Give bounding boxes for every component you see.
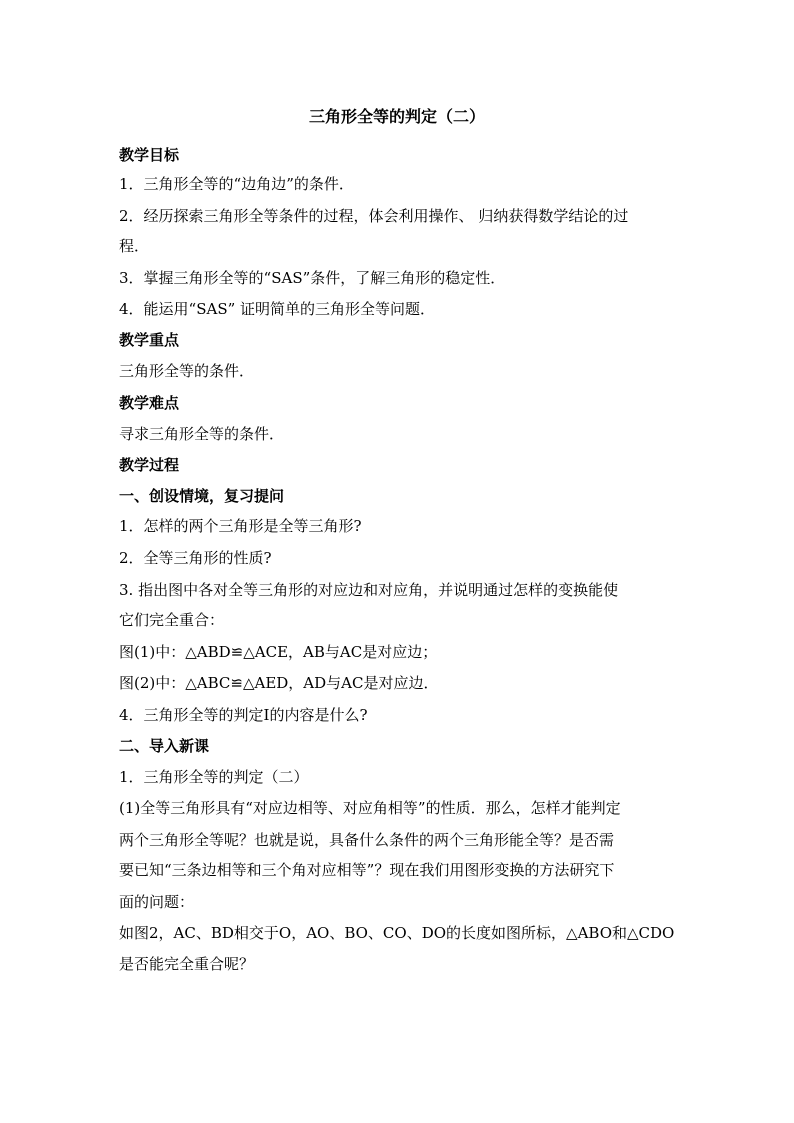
difficulty-heading: 教学难点 <box>119 394 180 412</box>
objective-line: 1．三角形全等的“边角边”的条件． <box>119 175 354 193</box>
part2-line: 面的问题： <box>119 893 195 911</box>
part2-heading: 二、导入新课 <box>119 737 210 755</box>
objective-line: 程． <box>119 237 150 255</box>
page-title: 三角形全等的判定（二） <box>308 107 485 126</box>
part2-line: 是否能完全重合呢？ <box>119 955 255 973</box>
process-heading: 教学过程 <box>119 456 180 474</box>
part2-line: (1)全等三角形具有“对应边相等、对应角相等”的性质．那么，怎样才能判定 <box>119 799 621 817</box>
objective-line: 4．能运用“SAS” 证明简单的三角形全等问题． <box>119 300 436 318</box>
objective-line: 3．掌握三角形全等的“SAS”条件，了解三角形的稳定性． <box>119 269 506 287</box>
part1-line: 4．三角形全等的判定Ⅰ的内容是什么? <box>119 706 368 724</box>
part1-line: 2．全等三角形的性质? <box>119 549 272 567</box>
part1-line: 1．怎样的两个三角形是全等三角形? <box>119 517 362 535</box>
part1-line: 图(2)中：△ABC≌△AED，AD与AC是对应边． <box>119 674 439 692</box>
key-point-text: 三角形全等的条件． <box>119 362 255 380</box>
part1-heading: 一、创设情境，复习提问 <box>119 487 285 505</box>
part2-line: 1．三角形全等的判定（二） <box>119 768 309 786</box>
part1-line: 3. 指出图中各对全等三角形的对应边和对应角，并说明通过怎样的变换能使 <box>119 581 619 599</box>
difficulty-text: 寻求三角形全等的条件． <box>119 425 285 443</box>
part2-line: 要已知“三条边相等和三个角对应相等”？现在我们用图形变换的方法研究下 <box>119 861 615 879</box>
key-point-heading: 教学重点 <box>119 331 180 349</box>
part1-line: 它们完全重合： <box>119 611 225 629</box>
part2-line: 两个三角形全等呢？也就是说，具备什么条件的两个三角形能全等？是否需 <box>119 831 615 849</box>
part1-line: 图(1)中：△ABD≌△ACE，AB与AC是对应边； <box>119 643 438 661</box>
part2-line: 如图2，AC、BD相交于O，AO、BO、CO、DO的长度如图所标，△ABO和△CDO <box>119 924 675 942</box>
objectives-heading: 教学目标 <box>119 146 180 164</box>
objective-line: 2．经历探索三角形全等条件的过程，体会利用操作、 归纳获得数学结论的过 <box>119 207 629 225</box>
